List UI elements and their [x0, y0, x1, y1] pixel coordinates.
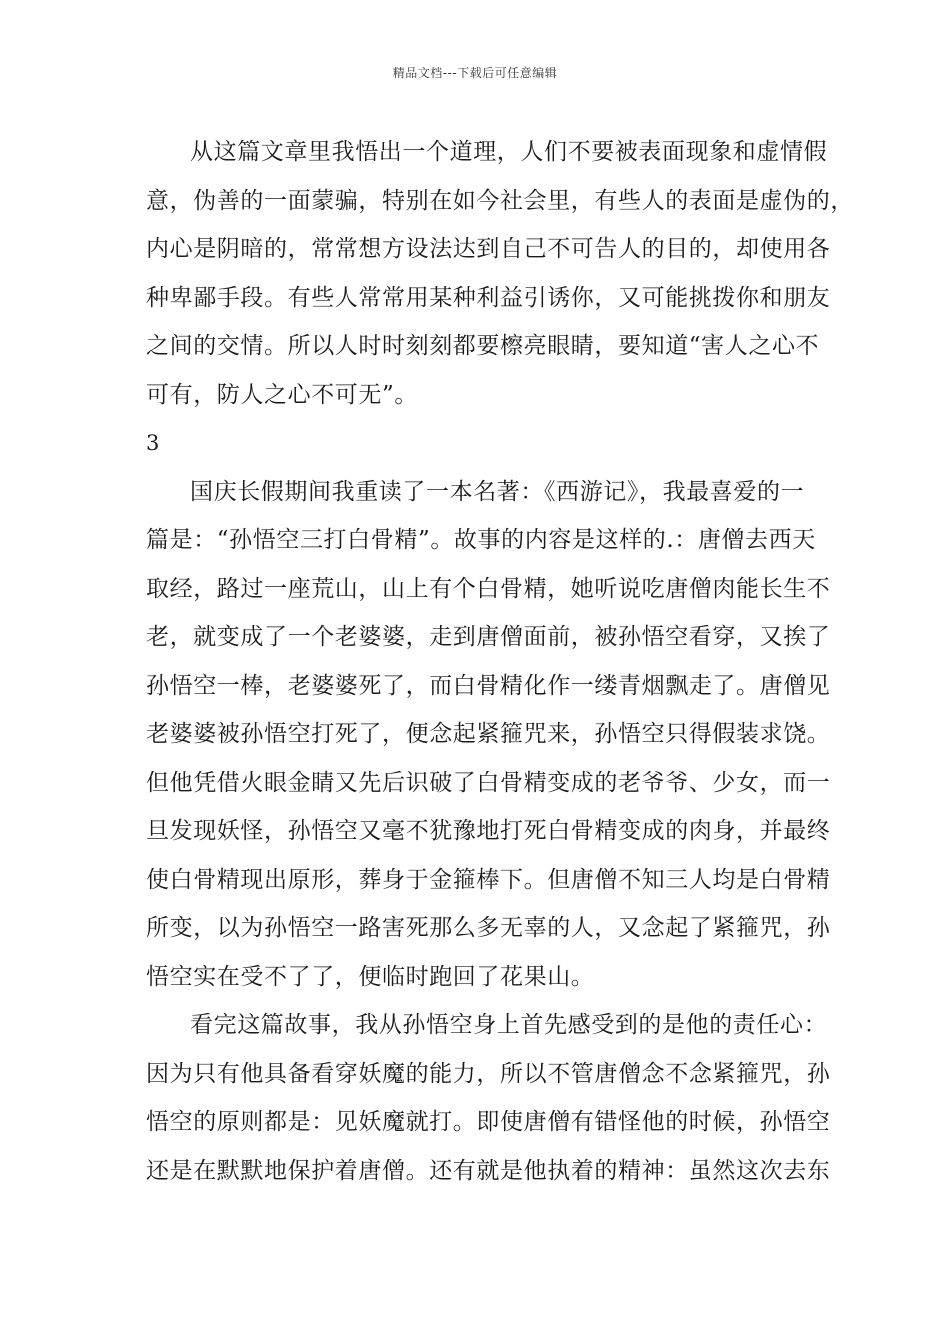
- document-body: [146, 128, 854, 1195]
- text-line: 悟空实在受不了了，便临时跑回了花果山。: [146, 963, 595, 990]
- text-line: 意，伪善的一面蒙骗，特别在如今社会里，有些人的表面是虚伪的，: [146, 187, 854, 214]
- text-line: 国庆长假期间我重读了一本名著：《西游记》，我最喜爱的一: [190, 478, 805, 505]
- text-line: 从这篇文章里我悟出一个道理，人们不要被表面现象和虚情假: [190, 139, 828, 165]
- page-header: 精品文档---下载后可任意编辑: [392, 66, 558, 80]
- text-line: 旦发现妖怪，孙悟空又毫不犹豫地打死白骨精变成的肉身，并最终: [146, 818, 831, 844]
- text-line: 取经，路过一座荒山，山上有个白骨精，她听说吃唐僧肉能长生不: [146, 575, 831, 602]
- text-line: 使白骨精现出原形，葬身于金箍棒下。但唐僧不知三人均是白骨精: [146, 866, 831, 893]
- section-number: 3: [146, 431, 160, 455]
- text-line: 悟空的原则都是：见妖魔就打。即使唐僧有错怪他的时候，孙悟空: [146, 1109, 831, 1135]
- text-line: 可有，防人之心不可无”。: [146, 381, 418, 408]
- text-line: 但他凭借火眼金睛又先后识破了白骨精变成的老爷爷、少女，而一: [146, 769, 831, 796]
- text-line: 种卑鄙手段。有些人常常用某种利益引诱你，又可能挑拨你和朋友: [146, 284, 831, 311]
- text-line: 还是在默默地保护着唐僧。还有就是他执着的精神：虽然这次去东: [146, 1157, 831, 1184]
- text-line: 所变，以为孙悟空一路害死那么多无辜的人，又念起了紧箍咒，孙: [146, 915, 831, 941]
- text-line: 之间的交情。所以人时时刻刻都要檫亮眼睛，要知道“害人之心不: [146, 333, 820, 359]
- text-line: 篇是：“孙悟空三打白骨精”。故事的内容是这样的.：唐僧去西天: [146, 527, 816, 553]
- text-line: 老婆婆被孙悟空打死了，便念起紧箍咒来，孙悟空只得假装求饶。: [146, 721, 831, 747]
- text-line: 老，就变成了一个老婆婆，走到唐僧面前，被孙悟空看穿，又挨了: [146, 624, 831, 650]
- text-line: 内心是阴暗的，常常想方设法达到自己不可告人的目的，却使用各: [146, 236, 831, 262]
- text-line: 孙悟空一棒，老婆婆死了，而白骨精化作一缕青烟飘走了。唐僧见: [146, 672, 831, 699]
- text-line: 看完这篇故事，我从孙悟空身上首先感受到的是他的责任心：: [190, 1012, 828, 1038]
- text-line: 因为只有他具备看穿妖魔的能力，所以不管唐僧念不念紧箍咒，孙: [146, 1060, 831, 1087]
